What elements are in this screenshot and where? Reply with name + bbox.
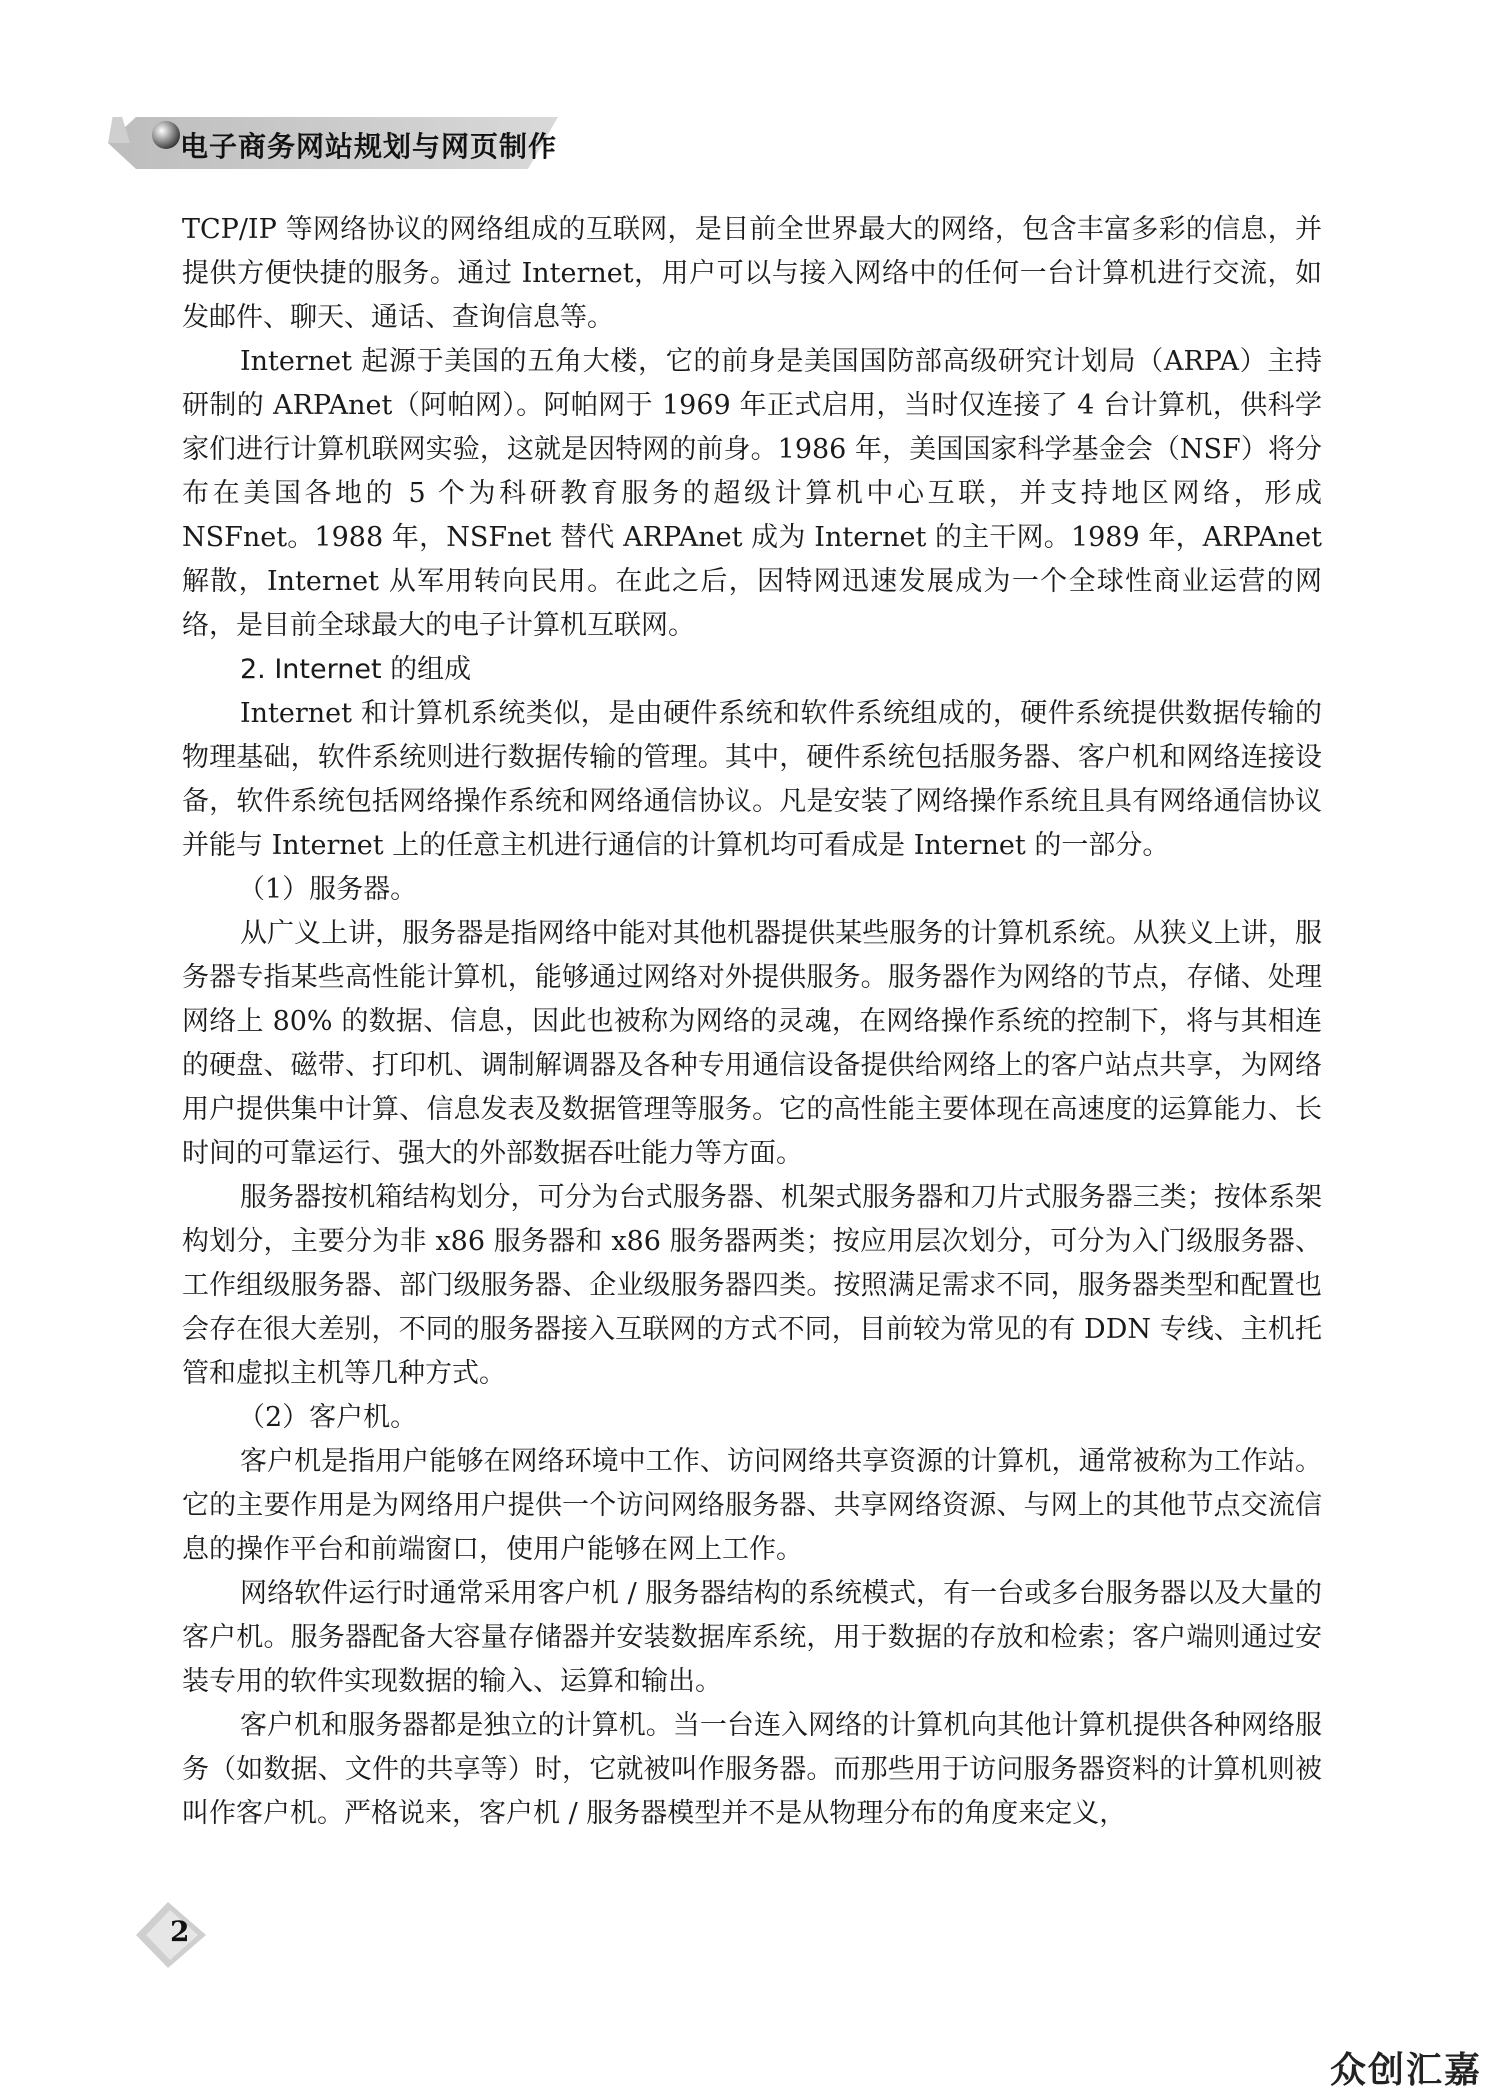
list-item-heading: （1）服务器。 xyxy=(238,874,418,905)
paragraph: Internet 和计算机系统类似，是由硬件系统和软件系统组成的，硬件系统提供数据传输的物理基础，软件系统则进行数据传输的管理。其中，硬件系统包括服务器、客户机和网络连接设备，软件系统包括网络操作系统和网络通信协议。凡是安装了网络操作系统且具有网络通信协议并能与 Internet 上的任意主机进行通信的计算机均可看成是 Internet 的一部分。 xyxy=(182,698,1322,861)
paragraph: 服务器按机箱结构划分，可分为台式服务器、机架式服务器和刀片式服务器三类；按体系架构划分，主要分为非 x86 服务器和 x86 服务器两类；按应用层次划分，可分为入门级服务器、工作组级服务器、部门级服务器、企业级服务器四类。按照满足需求不同，服务器类型和配置也会存在很大差别，不同的服务器接入互联网的方式不同，目前较为常见的有 DDN 专线、主机托管和虚拟主机等几种方式。 xyxy=(182,1182,1322,1389)
paragraph: 客户机和服务器都是独立的计算机。当一台连入网络的计算机向其他计算机提供各种网络服务（如数据、文件的共享等）时，它就被叫作服务器。而那些用于访问服务器资料的计算机则被叫作客户机。严格说来，客户机 / 服务器模型并不是从物理分布的角度来定义， xyxy=(182,1710,1322,1829)
paragraph: 网络软件运行时通常采用客户机 / 服务器结构的系统模式，有一台或多台服务器以及大量的客户机。服务器配备大容量存储器并安装数据库系统，用于数据的存放和检索；客户端则通过安装专用的软件实现数据的输入、运算和输出。 xyxy=(182,1578,1322,1697)
book-title: 电子商务网站规划与网页制作 xyxy=(180,130,558,163)
section-heading: 2. Internet 的组成 xyxy=(240,654,472,685)
page-body xyxy=(182,208,1322,1836)
paragraph: TCP/IP 等网络协议的网络组成的互联网，是目前全世界最大的网络，包含丰富多彩的信息，并提供方便快捷的服务。通过 Internet，用户可以与接入网络中的任何一台计算机进行交流，如发邮件、聊天、通话、查询信息等。 xyxy=(182,214,1322,333)
paragraph: Internet 起源于美国的五角大楼，它的前身是美国国防部高级研究计划局（ARPA）主持研制的 ARPAnet（阿帕网）。阿帕网于 1969 年正式启用，当时仅连接了 4 台计算机，供科学家们进行计算机联网实验，这就是因特网的前身。1986 年，美国国家科学基金会（NSF）将分布在美国各地的 5 个为科研教育服务的超级计算机中心互联，并支持地区网络，形成 NSFnet。1988 年，NSFnet 替代 ARPAnet 成为 Internet 的主干网。1989 年，ARPAnet 解散，Internet 从军用转向民用。在此之后，因特网迅速发展成为一个全球性商业运营的网络，是目前全球最大的电子计算机互联网。 xyxy=(182,346,1322,641)
paragraph: 客户机是指用户能够在网络环境中工作、访问网络共享资源的计算机，通常被称为工作站。它的主要作用是为网络用户提供一个访问网络服务器、共享网络资源、与网上的其他节点交流信息的操作平台和前端窗口，使用户能够在网上工作。 xyxy=(182,1446,1322,1565)
list-item-heading: （2）客户机。 xyxy=(238,1402,418,1433)
page-number: 2 xyxy=(170,1915,190,1948)
watermark-logo: 众创汇嘉 xyxy=(1330,2050,1483,2091)
paragraph: 从广义上讲，服务器是指网络中能对其他机器提供某些服务的计算机系统。从狭义上讲，服务器专指某些高性能计算机，能够通过网络对外提供服务。服务器作为网络的节点，存储、处理网络上 80% 的数据、信息，因此也被称为网络的灵魂，在网络操作系统的控制下，将与其相连的硬盘、磁带、打印机、调制解调器及各种专用通信设备提供给网络上的客户站点共享，为网络用户提供集中计算、信息发表及数据管理等服务。它的高性能主要体现在高速度的运算能力、长时间的可靠运行、强大的外部数据吞吐能力等方面。 xyxy=(182,918,1322,1169)
